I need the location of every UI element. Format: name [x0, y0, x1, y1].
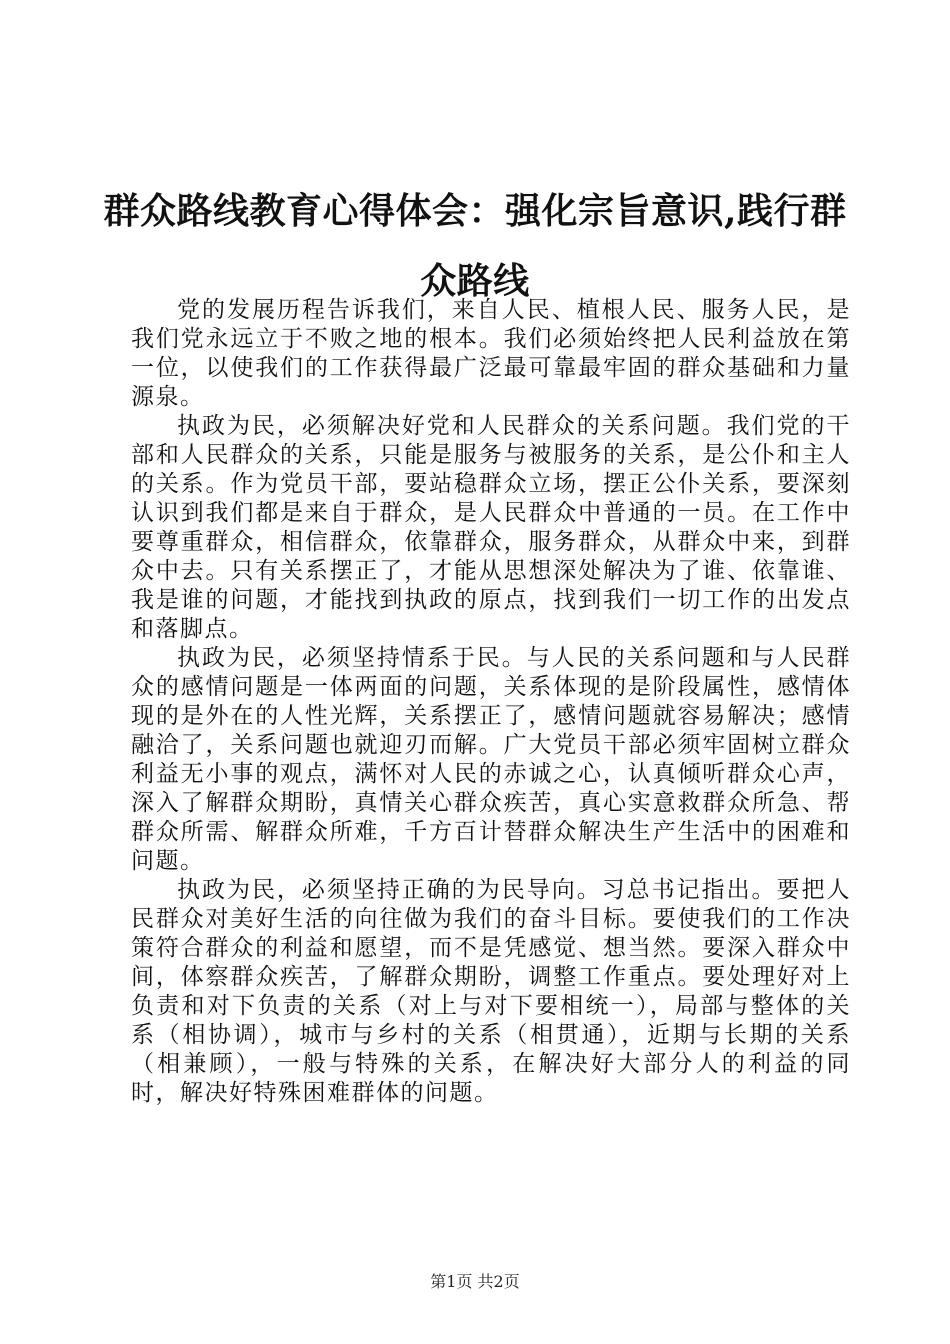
paragraph: 执政为民，必须解决好党和人民群众的关系问题。我们党的干部和人民群众的关系，只能是服务与被服务的关系，是公仆和主人的关系。作为党员干部，要站稳群众立场，摆正公仆关系，要深刻认识到我们都是来自于群众，是人民群众中普通的一员。在工作中要尊重群众，相信群众，依靠群众，服务群众，从群众中来，到群众中去。只有关系摆正了，才能从思想深处解决为了谁、依靠谁、我是谁的问题，才能找到执政的原点，找到我们一切工作的出发点和落脚点。	[131, 413, 851, 642]
document-title: 群众路线教育心得体会：强化宗旨意识,践行群众路线	[103, 190, 847, 302]
paragraph: 党的发展历程告诉我们，来自人民、植根人民、服务人民，是我们党永远立于不败之地的根本。我们必须始终把人民利益放在第一位，以使我们的工作获得最广泛最可靠最牢固的群众基础和力量源泉。	[131, 297, 851, 410]
page-number-footer: 第1页 共2页	[430, 1272, 520, 1291]
paragraph: 执政为民，必须坚持正确的为民导向。习总书记指出。要把人民群众对美好生活的向往做为我们的奋斗目标。要使我们的工作决策符合群众的利益和愿望，而不是凭感觉、想当然。要深入群众中间，体察群众疾苦，了解群众期盼，调整工作重点。要处理好对上负责和对下负责的关系（对上与对下要相统一），局部与整体的关系（相协调），城市与乡村的关系（相贯通），近期与长期的关系（相兼顾），一般与特殊的关系，在解决好大部分人的利益的同时，解决好特殊困难群体的问题。	[131, 877, 851, 1106]
document-body	[131, 296, 851, 1108]
paragraph: 执政为民，必须坚持情系于民。与人民的关系问题和与人民群众的感情问题是一体两面的问题，关系体现的是阶段属性，感情体现的是外在的人性光辉，关系摆正了，感情问题就容易解决；感情融洽了，关系问题也就迎刃而解。广大党员干部必须牢固树立群众利益无小事的观点，满怀对人民的赤诚之心，认真倾听群众心声，深入了解群众期盼，真情关心群众疾苦，真心实意救群众所急、帮群众所需、解群众所难，千方百计替群众解决生产生活中的困难和问题。	[131, 645, 851, 874]
